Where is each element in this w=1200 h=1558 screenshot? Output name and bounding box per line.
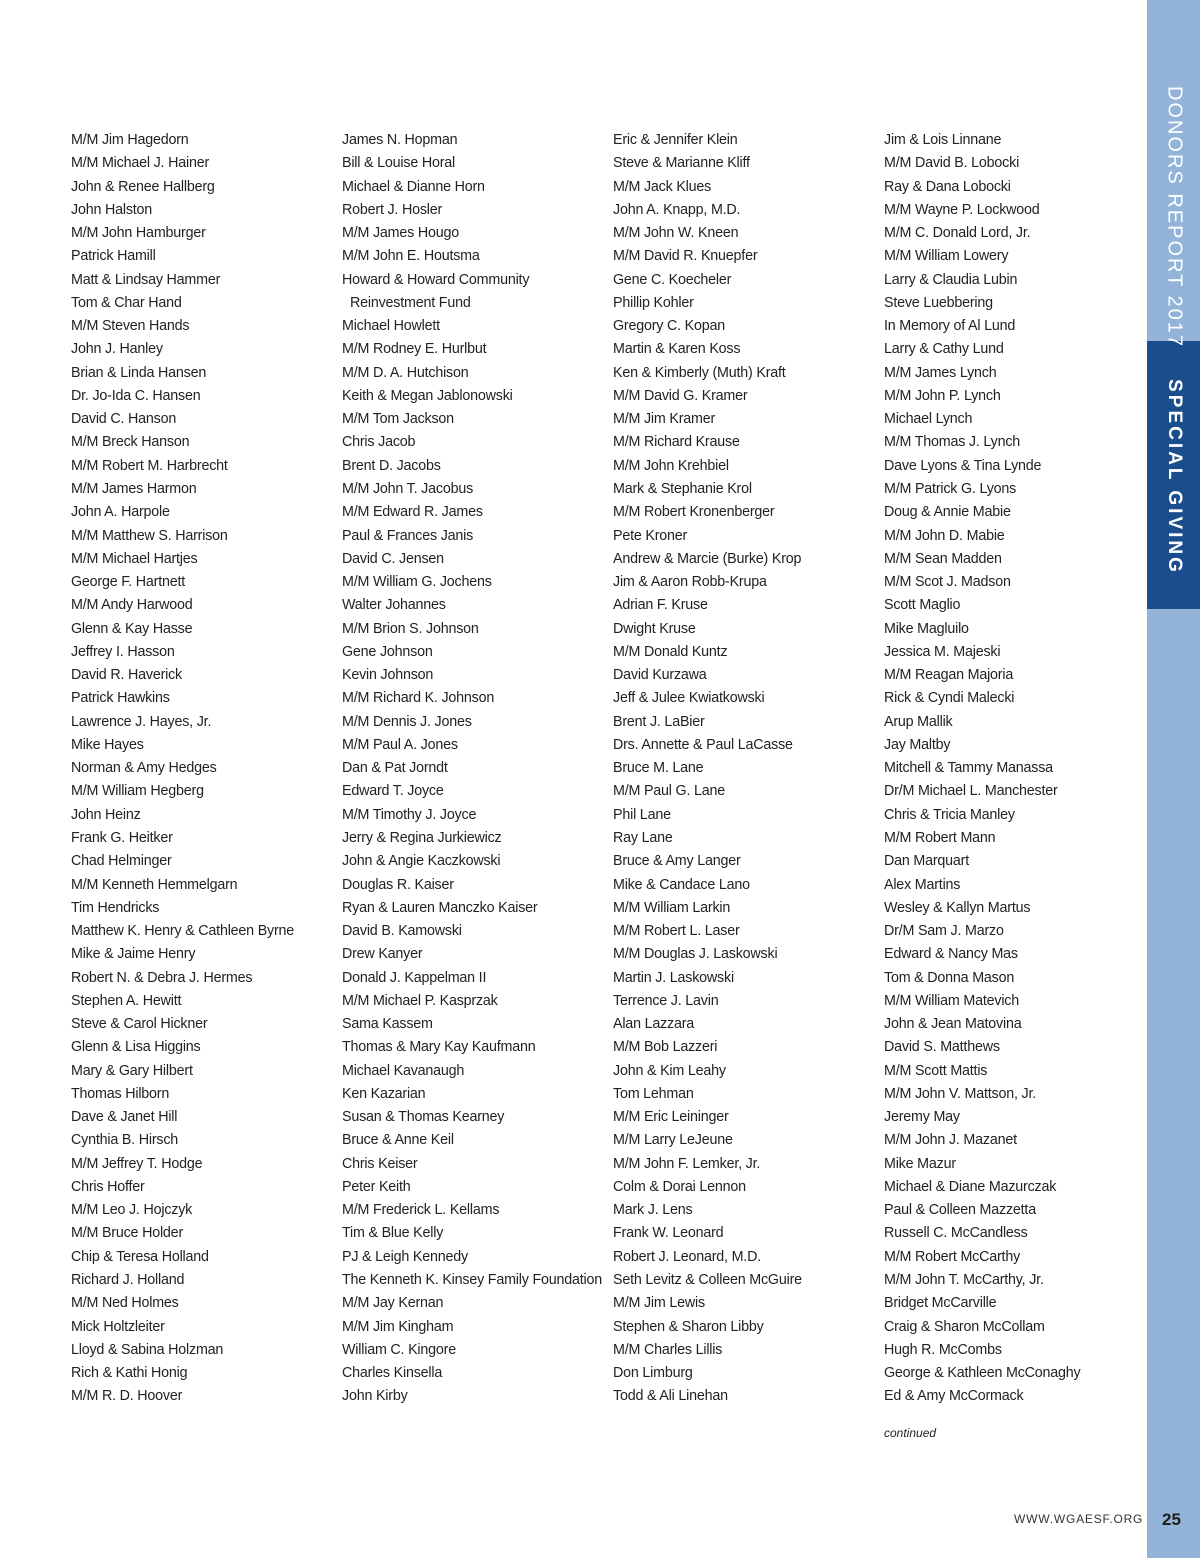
- donor-name: George & Kathleen McConaghy: [884, 1365, 1081, 1382]
- donor-name: M/M Patrick G. Lyons: [884, 480, 1017, 497]
- donor-name: M/M Thomas J. Lynch: [884, 434, 1021, 451]
- donor-name: John Halston: [71, 201, 153, 218]
- donor-name: Jim & Aaron Robb-Krupa: [613, 574, 767, 591]
- donor-column-3: [613, 129, 875, 1409]
- donor-name: Wesley & Kallyn Martus: [884, 899, 1031, 916]
- donor-name: M/M Paul A. Jones: [342, 736, 458, 753]
- donor-name: Mike & Jaime Henry: [71, 946, 196, 963]
- donor-name: Lawrence J. Hayes, Jr.: [71, 713, 212, 730]
- donor-name: Frank W. Leonard: [613, 1225, 724, 1242]
- donor-name: Glenn & Kay Hasse: [71, 620, 193, 637]
- donor-name: Gene C. Koecheler: [613, 271, 732, 288]
- donor-name: Bruce & Anne Keil: [342, 1132, 454, 1149]
- donor-name: Gene Johnson: [342, 643, 433, 660]
- donor-name: M/M John E. Houtsma: [342, 248, 480, 265]
- donor-name: M/M Scott Mattis: [884, 1062, 988, 1079]
- donor-name: M/M James Lynch: [884, 364, 997, 381]
- donor-name: M/M Edward R. James: [342, 504, 483, 521]
- donor-name: Susan & Thomas Kearney: [342, 1109, 505, 1126]
- donor-name: Norman & Amy Hedges: [71, 760, 217, 777]
- donor-name: Steve & Marianne Kliff: [613, 155, 750, 172]
- donor-name: Brian & Linda Hansen: [71, 364, 207, 381]
- donor-name: Peter Keith: [342, 1178, 411, 1195]
- donor-name: Kevin Johnson: [342, 667, 434, 684]
- donor-name: M/M Charles Lillis: [613, 1341, 723, 1358]
- donor-name: M/M David B. Lobocki: [884, 155, 1020, 172]
- donor-name: David C. Jensen: [342, 550, 444, 567]
- donor-name: Patrick Hamill: [71, 248, 156, 265]
- donor-name: M/M David G. Kramer: [613, 387, 748, 404]
- donor-name: M/M John F. Lemker, Jr.: [613, 1155, 761, 1172]
- donor-name: Ed & Amy McCormack: [884, 1388, 1024, 1405]
- donor-name: Adrian F. Kruse: [613, 597, 708, 614]
- donor-name: William C. Kingore: [342, 1341, 456, 1358]
- donor-name: Ray Lane: [613, 829, 673, 846]
- donor-name: Ken & Kimberly (Muth) Kraft: [613, 364, 786, 381]
- donor-name: Russell C. McCandless: [884, 1225, 1028, 1242]
- donor-name: Ken Kazarian: [342, 1085, 426, 1102]
- donor-name: Arup Mallik: [884, 713, 953, 730]
- donor-column-1: [71, 129, 333, 1409]
- donor-name: Jeff & Julee Kwiatkowski: [613, 690, 765, 707]
- donor-name: David S. Matthews: [884, 1039, 1000, 1056]
- donor-name: Terrence J. Lavin: [613, 992, 719, 1009]
- donor-name: David B. Kamowski: [342, 923, 462, 940]
- donor-name: M/M John D. Mabie: [884, 527, 1005, 544]
- donor-name: Don Limburg: [613, 1365, 693, 1382]
- donor-name: Steve Luebbering: [884, 294, 993, 311]
- donor-name: Mitchell & Tammy Manassa: [884, 760, 1053, 777]
- donor-name: M/M C. Donald Lord, Jr.: [884, 225, 1031, 242]
- donor-name: Jerry & Regina Jurkiewicz: [342, 829, 502, 846]
- donor-name: Alex Martins: [884, 876, 961, 893]
- donor-name: Andrew & Marcie (Burke) Krop: [613, 550, 802, 567]
- donor-name: M/M John T. McCarthy, Jr.: [884, 1272, 1044, 1289]
- donor-name: Bruce M. Lane: [613, 760, 704, 777]
- donor-name: M/M Frederick L. Kellams: [342, 1202, 500, 1219]
- donor-name: Mike Hayes: [71, 736, 144, 753]
- donor-name: Paul & Colleen Mazzetta: [884, 1202, 1036, 1219]
- donor-name: Larry & Claudia Lubin: [884, 271, 1018, 288]
- donor-name: Jay Maltby: [884, 736, 951, 753]
- donor-name: M/M William G. Jochens: [342, 574, 492, 591]
- donor-name: Matt & Lindsay Hammer: [71, 271, 221, 288]
- donor-name: M/M David R. Knuepfer: [613, 248, 758, 265]
- donor-name: Craig & Sharon McCollam: [884, 1318, 1045, 1335]
- donor-name: M/M Tom Jackson: [342, 411, 454, 428]
- donor-name: John & Angie Kaczkowski: [342, 853, 501, 870]
- donor-name: M/M Richard Krause: [613, 434, 740, 451]
- donor-name: Keith & Megan Jablonowski: [342, 387, 513, 404]
- donor-name: M/M Brion S. Johnson: [342, 620, 479, 637]
- donor-name: Ryan & Lauren Manczko Kaiser: [342, 899, 538, 916]
- section-title: SPECIAL GIVING: [1164, 379, 1185, 575]
- donor-name: John & Renee Hallberg: [71, 178, 215, 195]
- donor-name: Dave Lyons & Tina Lynde: [884, 457, 1042, 474]
- donor-name: John & Kim Leahy: [613, 1062, 726, 1079]
- donor-name: M/M Robert Kronenberger: [613, 504, 775, 521]
- donor-name: M/M Sean Madden: [884, 550, 1002, 567]
- donor-name: John A. Harpole: [71, 504, 170, 521]
- donor-name: Dr/M Sam J. Marzo: [884, 923, 1004, 940]
- donor-name: Mick Holtzleiter: [71, 1318, 165, 1335]
- donor-name: Michael Kavanaugh: [342, 1062, 465, 1079]
- donor-name: M/M James Harmon: [71, 480, 197, 497]
- donor-name: Dan Marquart: [884, 853, 970, 870]
- donor-name: Jeremy May: [884, 1109, 960, 1126]
- donor-name: M/M Breck Hanson: [71, 434, 190, 451]
- donor-name: David Kurzawa: [613, 667, 707, 684]
- donor-name: Charles Kinsella: [342, 1365, 443, 1382]
- donor-name: Dan & Pat Jorndt: [342, 760, 448, 777]
- donor-name: M/M Jim Lewis: [613, 1295, 705, 1312]
- donor-name: M/M Richard K. Johnson: [342, 690, 495, 707]
- donor-column-4: [884, 129, 1146, 1409]
- donor-name: M/M Kenneth Hemmelgarn: [71, 876, 238, 893]
- donor-name: M/M Jeffrey T. Hodge: [71, 1155, 203, 1172]
- donor-name: Mark & Stephanie Krol: [613, 480, 752, 497]
- donor-name: M/M William Matevich: [884, 992, 1020, 1009]
- donor-name: John & Jean Matovina: [884, 1016, 1022, 1033]
- donor-name: Pete Kroner: [613, 527, 688, 544]
- donor-name: M/M John T. Jacobus: [342, 480, 474, 497]
- donor-name: M/M Bob Lazzeri: [613, 1039, 718, 1056]
- donor-name: Dwight Kruse: [613, 620, 696, 637]
- donor-name: M/M Larry LeJeune: [613, 1132, 733, 1149]
- donor-name: M/M William Hegberg: [71, 783, 204, 800]
- donor-name: Thomas & Mary Kay Kaufmann: [342, 1039, 536, 1056]
- donor-name: David C. Hanson: [71, 411, 177, 428]
- donor-name: Drs. Annette & Paul LaCasse: [613, 736, 793, 753]
- donor-name: PJ & Leigh Kennedy: [342, 1248, 468, 1265]
- donor-name: M/M Matthew S. Harrison: [71, 527, 228, 544]
- donor-name: Walter Johannes: [342, 597, 446, 614]
- donor-name: M/M Jim Hagedorn: [71, 132, 189, 148]
- donor-name: M/M Scot J. Madson: [884, 574, 1011, 591]
- donor-name: The Kenneth K. Kinsey Family Foundation: [342, 1272, 603, 1289]
- donor-name: Alan Lazzara: [613, 1016, 695, 1033]
- donor-name: Stephen & Sharon Libby: [613, 1318, 764, 1335]
- donor-name: Martin & Karen Koss: [613, 341, 741, 358]
- donor-name: John J. Hanley: [71, 341, 163, 358]
- donor-name: Reinvestment Fund: [350, 294, 471, 311]
- donor-name: M/M John J. Mazanet: [884, 1132, 1017, 1149]
- donor-name: M/M Dennis J. Jones: [342, 713, 472, 730]
- donor-name: Jim & Lois Linnane: [884, 132, 1002, 148]
- donor-name: Phillip Kohler: [613, 294, 694, 311]
- donor-name: Dave & Janet Hill: [71, 1109, 178, 1126]
- donor-name: Robert J. Hosler: [342, 201, 443, 218]
- donor-name: Patrick Hawkins: [71, 690, 170, 707]
- donor-name: Mike Magluilo: [884, 620, 969, 637]
- donor-name: Scott Maglio: [884, 597, 961, 614]
- donor-column-2: [342, 129, 604, 1409]
- donor-name: Howard & Howard Community: [342, 271, 530, 288]
- donor-name: James N. Hopman: [342, 132, 458, 148]
- donor-name: Tom & Donna Mason: [884, 969, 1015, 986]
- donor-name: Mary & Gary Hilbert: [71, 1062, 193, 1079]
- donor-name: M/M Jim Kingham: [342, 1318, 454, 1335]
- donor-name: Dr. Jo-Ida C. Hansen: [71, 387, 201, 404]
- donor-name: Stephen A. Hewitt: [71, 992, 182, 1009]
- donor-name: M/M John W. Kneen: [613, 225, 739, 242]
- donor-name: Jessica M. Majeski: [884, 643, 1001, 660]
- donor-name: John A. Knapp, M.D.: [613, 201, 741, 218]
- donor-name: Larry & Cathy Lund: [884, 341, 1004, 358]
- donor-name: Tom & Char Hand: [71, 294, 182, 311]
- donor-name: Bill & Louise Horal: [342, 155, 456, 172]
- donor-name: M/M Steven Hands: [71, 318, 190, 335]
- donor-name: M/M Rodney E. Hurlbut: [342, 341, 487, 358]
- donor-name: Michael & Diane Mazurczak: [884, 1178, 1057, 1195]
- donor-name: George F. Hartnett: [71, 574, 186, 591]
- donor-name: M/M Donald Kuntz: [613, 643, 728, 660]
- donor-name: M/M Robert L. Laser: [613, 923, 740, 940]
- page-number: 25: [1162, 1510, 1181, 1529]
- donor-name: M/M Robert Mann: [884, 829, 996, 846]
- donor-name: Richard J. Holland: [71, 1272, 185, 1289]
- donor-name: Phil Lane: [613, 806, 671, 823]
- donor-name: M/M Jay Kernan: [342, 1295, 444, 1312]
- donor-name: Rich & Kathi Honig: [71, 1365, 188, 1382]
- donor-name: Thomas Hilborn: [71, 1085, 170, 1102]
- donor-name: Matthew K. Henry & Cathleen Byrne: [71, 923, 295, 940]
- donor-name: M/M John P. Lynch: [884, 387, 1001, 404]
- donor-name: Robert J. Leonard, M.D.: [613, 1248, 761, 1265]
- donor-name: M/M Wayne P. Lockwood: [884, 201, 1040, 218]
- donor-name: Mark J. Lens: [613, 1202, 693, 1219]
- donor-name: Bridget McCarville: [884, 1295, 997, 1312]
- donor-name: Michael Howlett: [342, 318, 440, 335]
- donor-name: Steve & Carol Hickner: [71, 1016, 208, 1033]
- donor-name: Brent D. Jacobs: [342, 457, 441, 474]
- donor-name: Chris Keiser: [342, 1155, 418, 1172]
- donor-name: John Heinz: [71, 806, 141, 823]
- donor-name: Glenn & Lisa Higgins: [71, 1039, 201, 1056]
- donor-name: Todd & Ali Linehan: [613, 1388, 728, 1405]
- donor-name: M/M Paul G. Lane: [613, 783, 726, 800]
- donor-name: Sama Kassem: [342, 1016, 433, 1033]
- donor-name: Edward T. Joyce: [342, 783, 444, 800]
- donor-name: Lloyd & Sabina Holzman: [71, 1341, 224, 1358]
- donor-name: Rick & Cyndi Malecki: [884, 690, 1015, 707]
- continued-note: continued: [884, 1426, 937, 1440]
- donor-name: M/M R. D. Hoover: [71, 1388, 183, 1405]
- donor-name: M/M Reagan Majoria: [884, 667, 1014, 684]
- donor-name: John Kirby: [342, 1388, 408, 1405]
- donor-name: Michael Lynch: [884, 411, 973, 428]
- donor-name: Mike Mazur: [884, 1155, 956, 1172]
- donor-name: Tim Hendricks: [71, 899, 160, 916]
- donor-name: Martin J. Laskowski: [613, 969, 734, 986]
- donor-name: M/M Jack Klues: [613, 178, 712, 195]
- donor-name: Dr/M Michael L. Manchester: [884, 783, 1058, 800]
- donor-name: M/M Timothy J. Joyce: [342, 806, 477, 823]
- donor-name: M/M James Hougo: [342, 225, 459, 242]
- donor-name: M/M William Lowery: [884, 248, 1009, 265]
- donor-name: M/M Ned Holmes: [71, 1295, 179, 1312]
- donor-name: Doug & Annie Mabie: [884, 504, 1011, 521]
- donor-name: M/M John V. Mattson, Jr.: [884, 1085, 1036, 1102]
- donor-name: Cynthia B. Hirsch: [71, 1132, 179, 1149]
- donor-name: Chip & Teresa Holland: [71, 1248, 209, 1265]
- donor-name: Chris Jacob: [342, 434, 416, 451]
- donor-name: Douglas R. Kaiser: [342, 876, 454, 893]
- donor-name: Bruce & Amy Langer: [613, 853, 741, 870]
- donor-name: Chris & Tricia Manley: [884, 806, 1015, 823]
- donor-name: M/M William Larkin: [613, 899, 731, 916]
- donor-name: M/M Andy Harwood: [71, 597, 193, 614]
- donor-name: Jeffrey I. Hasson: [71, 643, 175, 660]
- donor-name: Tom Lehman: [613, 1085, 694, 1102]
- donor-name: In Memory of Al Lund: [884, 318, 1016, 335]
- footer-url: WWW.WGAESF.ORG: [1014, 1512, 1144, 1526]
- donor-name: Tim & Blue Kelly: [342, 1225, 444, 1242]
- donor-name: M/M Douglas J. Laskowski: [613, 946, 778, 963]
- donor-name: M/M Bruce Holder: [71, 1225, 183, 1242]
- donor-name: Drew Kanyer: [342, 946, 423, 963]
- donor-name: Chad Helminger: [71, 853, 172, 870]
- report-title: DONORS REPORT 2017: [1163, 85, 1186, 349]
- donor-name: M/M Michael J. Hainer: [71, 155, 210, 172]
- donor-name: Ray & Dana Lobocki: [884, 178, 1011, 195]
- donor-name: Mike & Candace Lano: [613, 876, 750, 893]
- donor-name: Seth Levitz & Colleen McGuire: [613, 1272, 802, 1289]
- donor-name: M/M John Hamburger: [71, 225, 206, 242]
- donor-name: Eric & Jennifer Klein: [613, 132, 738, 148]
- donor-name: Brent J. LaBier: [613, 713, 705, 730]
- donor-name: Hugh R. McCombs: [884, 1341, 1002, 1358]
- donor-name: Colm & Dorai Lennon: [613, 1178, 746, 1195]
- donor-name: Robert N. & Debra J. Hermes: [71, 969, 253, 986]
- donor-name: M/M Jim Kramer: [613, 411, 716, 428]
- donor-name: Frank G. Heitker: [71, 829, 173, 846]
- donor-name: Chris Hoffer: [71, 1178, 145, 1195]
- donor-name: M/M Michael P. Kasprzak: [342, 992, 498, 1009]
- donor-name: Donald J. Kappelman II: [342, 969, 487, 986]
- donor-name: Gregory C. Kopan: [613, 318, 726, 335]
- donor-name: M/M D. A. Hutchison: [342, 364, 469, 381]
- donor-name: David R. Haverick: [71, 667, 183, 684]
- donor-name: Edward & Nancy Mas: [884, 946, 1018, 963]
- donor-name: M/M Eric Leininger: [613, 1109, 729, 1126]
- donor-name: M/M Leo J. Hojczyk: [71, 1202, 193, 1219]
- donor-name: M/M John Krehbiel: [613, 457, 729, 474]
- donor-name: M/M Robert McCarthy: [884, 1248, 1021, 1265]
- donor-name: M/M Michael Hartjes: [71, 550, 198, 567]
- donor-name: Michael & Dianne Horn: [342, 178, 485, 195]
- donor-name: M/M Robert M. Harbrecht: [71, 457, 228, 474]
- donor-name: Paul & Frances Janis: [342, 527, 474, 544]
